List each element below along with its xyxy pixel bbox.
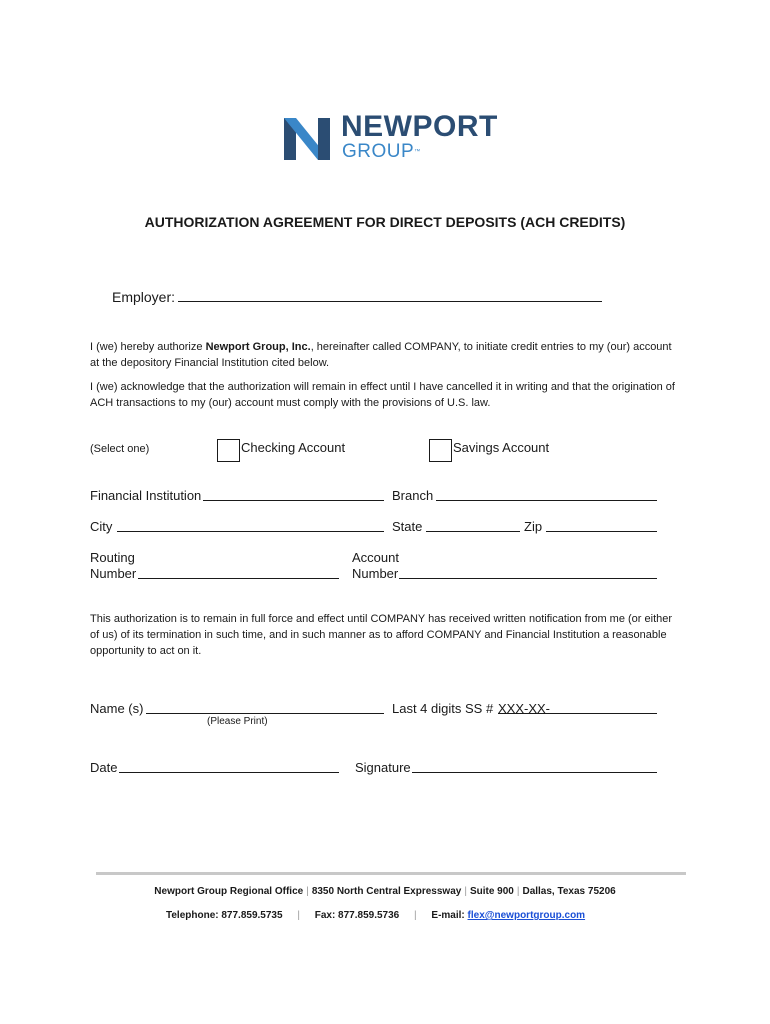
please-print-note: (Please Print)	[207, 716, 268, 727]
account-number-field[interactable]	[399, 578, 657, 579]
name-label: Name (s)	[90, 701, 144, 716]
footer-address: Newport Group Regional Office | 8350 North Central Expressway | Suite 900 | Dallas, Texas 75206	[154, 886, 616, 897]
employer-field[interactable]	[178, 301, 602, 302]
ss-prefix: XXX-XX-	[498, 701, 551, 716]
ss-label: Last 4 digits SS #	[392, 701, 494, 716]
signature-label: Signature	[355, 760, 411, 775]
city-label: City	[90, 519, 113, 534]
date-field[interactable]	[119, 772, 339, 773]
branch-field[interactable]	[436, 500, 657, 501]
checking-account-label: Checking Account	[241, 440, 346, 455]
account-number-label: Account Number	[352, 550, 399, 581]
financial-institution-label: Financial Institution	[90, 488, 202, 503]
footer-contact: Telephone: 877.859.5735 | Fax: 877.859.5736 | E-mail: flex@newportgroup.com	[166, 910, 586, 921]
logo-wordmark: NEWPORT	[341, 110, 498, 143]
authorization-paragraph: I (we) hereby authorize Newport Group, Inc., hereinafter called COMPANY, to initiate credit entries to my (our) account at the depository Financial Institution cited below.	[90, 341, 672, 369]
page-title: AUTHORIZATION AGREEMENT FOR DIRECT DEPOSITS (ACH CREDITS)	[144, 214, 626, 230]
state-label: State	[392, 519, 423, 534]
logo-subtitle: GROUP™	[342, 141, 421, 162]
signature-field[interactable]	[412, 772, 657, 773]
acknowledgement-paragraph: I (we) acknowledge that the authorization will remain in effect until I have cancelled it in writing and that the origination of ACH transactions to my (our) account must comply with the provisions of U.S. law.	[90, 381, 675, 409]
email-link[interactable]: flex@newportgroup.com	[467, 910, 586, 921]
zip-label: Zip	[524, 519, 543, 534]
checking-account-checkbox[interactable]	[217, 439, 240, 462]
select-one-label: (Select one)	[90, 443, 150, 455]
footer-divider	[96, 872, 686, 875]
date-label: Date	[90, 760, 118, 775]
city-field[interactable]	[117, 531, 384, 532]
state-field[interactable]	[426, 531, 520, 532]
termination-paragraph: This authorization is to remain in full force and effect until COMPANY has received written notification from me (or either of us) of its termination in such time, and in such manner as to afford COMPANY and Financial Institution a reasonable opportunity to act on it.	[90, 613, 673, 657]
routing-number-field[interactable]	[138, 578, 339, 579]
savings-account-label: Savings Account	[453, 440, 550, 455]
zip-field[interactable]	[546, 531, 657, 532]
routing-number-label: Routing Number	[90, 550, 137, 581]
ss-digits-field[interactable]	[498, 713, 657, 714]
savings-account-checkbox[interactable]	[429, 439, 452, 462]
branch-label: Branch	[392, 488, 434, 503]
newport-logo-icon	[282, 112, 332, 162]
employer-label: Employer:	[112, 289, 176, 305]
financial-institution-field[interactable]	[203, 500, 384, 501]
